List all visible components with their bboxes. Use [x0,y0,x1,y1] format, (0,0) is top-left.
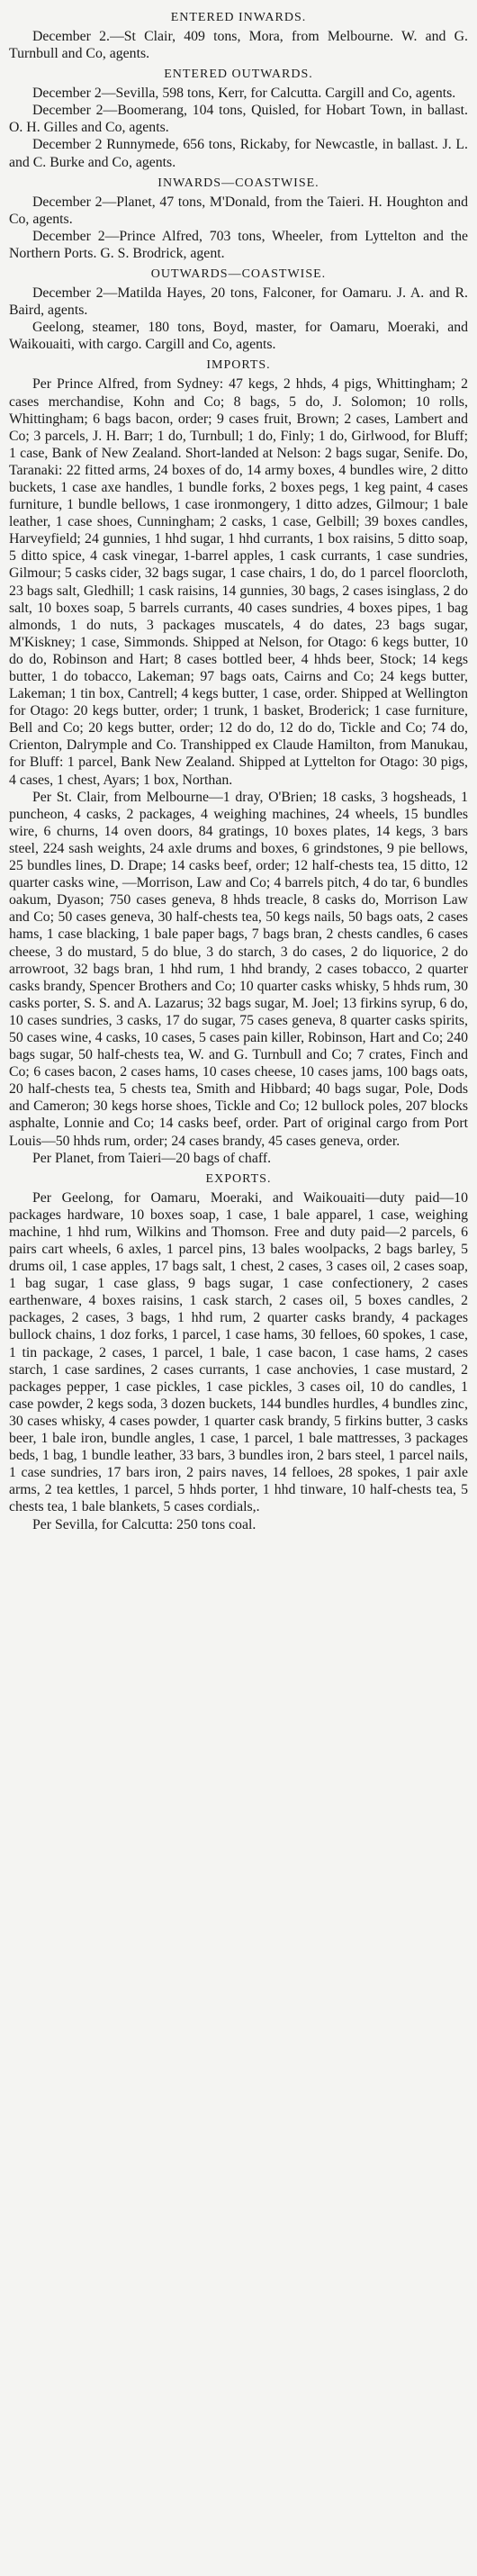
shipping-entry: December 2—Planet, 47 tons, M'Donald, from the Taieri. H. Houghton and Co, agents. [9,194,468,227]
section-heading: INWARDS—COASTWISE. [158,176,320,190]
export-entry: Per Sevilla, for Calcutta: 250 tons coal. [32,1516,256,1532]
section-imports [9,358,468,1166]
shipping-entry: December 2—Prince Alfred, 703 tons, Wheeler, from Lyttelton and the Northern Ports. G. S. Brodrick, agent. [9,228,468,261]
import-entry: Per Planet, from Taieri—20 bags of chaff. [32,1150,272,1166]
section-entered-inwards [9,11,468,62]
import-entry: Per Prince Alfred, from Sydney: 47 kegs, 2 hhds, 4 pigs, Whittingham; 2 cases merchandise, Kohn and Co; 8 bags, 5 do, J. Solomon; 10 rolls, Whittingham; 6 bags bacon, order; 9 cases fruit, Brown; 2 cases, Lambert and Co; 3 parcels, J. H. Barr; 1 do, Turnbull; 1 do, Finly; 1 do, Girlwood, for Bluff; 1 case, Bank of New Zealand. Short-landed at Nelson: 2 bags sugar, Senife. Do, Taranaki: 22 fitted arms, 24 boxes of do, 14 army boxes, 4 bundles wire, 2 ditto buckets, 1 case axe handles, 1 bundle forks, 2 boxes pegs, 1 keg paint, 4 cases furniture, 1 bundle bellows, 1 case ironmongery, 1 ditto adzes, Gilmour; 1 bale leather, 1 case shoes, Cunningham; 2 casks, 1 case, Gelbill; 39 boxes candles, Harveyfield; 24 gunnies, 1 hhd sugar, 1 hhd currants, 1 box raisins, 5 ditto soap, 5 ditto spice, 4 cask vinegar, 1-barrel apples, 1 cask currants, 1 case sundries, Gilmour; 5 casks cider, 32 bags sugar, 1 case chairs, 1 do, do 1 parcel floorcloth, 23 bags salt, Gledhill; 1 cask raisins, 14 gunnies, 30 bags, 2 cases isinglass, 2 do salt, 10 boxes soap, 5 barrels currants, 40 cases sundries, 4 boxes pipes, 1 bag almonds, 1 do nuts, 3 packages muscatels, 4 do dates, 23 bags sugar, M'Kiskney; 1 case, Simmonds. Shipped at Nelson, for Otago: 6 kegs butter, 10 do do, Robinson and Hart; 8 cases bottled beer, 4 hhds beer, Stock; 14 kegs butter, 1 do tobacco, Lakeman; 97 bags oats, Cairns and Co; 24 kegs butter, Lakeman; 1 tin box, Cantrell; 4 kegs butter, 1 case, order. Shipped at Wellington for Otago: 20 kegs butter, order; 1 trunk, 1 basket, Broderick; 1 case furniture, Bell and Co; 20 kegs butter, order; 12 do do, 12 do do, Tickle and Co; 74 do, Crienton, Dalrymple and Co. Transhipped ex Claude Hamilton, from Manukau, for Bluff: 1 parcel, Bank New Zealand. Shipped at Lyttelton for Otago: 30 pigs, 4 cases, 1 chest, Ayars; 1 box, Northan. [9,376,468,788]
shipping-entry: Geelong, steamer, 180 tons, Boyd, master, for Oamaru, Moeraki, and Waikouaiti, with cargo. Cargill and Co, agents. [9,320,468,353]
import-entry: Per St. Clair, from Melbourne—1 dray, O'Brien; 18 casks, 3 hogsheads, 1 puncheon, 4 casks, 2 packages, 4 weighing machines, 24 wheels, 15 bundles wire, 6 churns, 14 oven doors, 84 gratings, 10 boxes plates, 14 kegs, 3 bars steel, 224 sash weights, 24 axle drums and boxes, 6 grindstones, 9 pie bellows, 25 bundles lines, D. Drape; 14 casks beef, order; 12 half-chests tea, 15 ditto, 12 quarter casks wine, —Morrison, Law and Co; 4 barrels pitch, 4 do tar, 6 bundles oakum, Dyason; 750 cases geneva, 8 hhds treacle, 8 casks do, Morrison Law and Co; 50 cases geneva, 30 half-chests tea, 50 kegs nails, 50 bags oats, 2 cases hams, 1 case blacking, 1 bale paper bags, 7 bags bran, 2 chests candles, 6 cases cheese, 3 do mustard, 5 do blue, 3 do starch, 3 do cases, 2 do liquorice, 2 do arrowroot, 32 bags bran, 1 hhd rum, 1 hhd brandy, 2 cases tobacco, 2 quarter casks brandy, Spencer Brothers and Co; 10 quarter casks whisky, 5 hhds rum, 30 casks porter, S. S. and A. Lazarus; 32 bags sugar, M. Joel; 13 firkins syrup, 6 do, 10 cases sundries, 3 casks, 17 do sugar, 75 cases geneva, 8 quarter casks spirits, 50 cases wine, 4 casks, 10 cases, 5 cases pain killer, Robinson, Hart and Co; 240 bags sugar, 50 half-chests tea, W. and G. Turnbull and Co; 7 crates, Finch and Co; 6 cases bacon, 2 cases hams, 10 cases cheese, 10 cases jams, 100 bags oats, 20 half-chests tea, 5 chests tea, Smith and Hibbard; 40 bags sugar, Pole, Dods and Cameron; 30 kegs horse shoes, Tickle and Co; 12 bullock poles, 207 blocks asphalte, Lonnie and Co; 14 casks beef, order. Part of original cargo from Port Louis—50 hhds rum, order; 24 cases brandy, 45 cases geneva, order. [9,789,468,1149]
section-exports [9,1172,468,1533]
section-heading: EXPORTS. [205,1171,272,1186]
section-heading: ENTERED INWARDS. [170,11,307,24]
section-heading: ENTERED OUTWARDS. [164,68,313,82]
shipping-entry: December 2.—St Clair, 409 tons, Mora, from Melbourne. W. and G. Turnbull and Co, agents. [9,29,468,62]
section-entered-outwards [9,68,468,170]
section-heading: OUTWARDS—COASTWISE. [150,267,327,282]
section-heading: IMPORTS. [206,358,271,373]
section-inwards-coastwise [9,176,468,262]
export-entry: Per Geelong, for Oamaru, Moeraki, and Waikouaiti—duty paid—10 packages hardware, 10 boxes soap, 1 case, 1 bale apparel, 1 case, weighing machine, 1 hhd rum, Wilkins and Thomson. Free and duty paid—2 parcels, 6 pairs cart wheels, 6 axles, 1 parcel pins, 13 bales woolpacks, 2 bags barley, 5 drums oil, 1 case apples, 17 bags salt, 1 chest, 2 cases, 3 cases oil, 2 cases soap, 1 bag sugar, 1 case glass, 9 bags sugar, 1 case confectionery, 2 cases earthenware, 4 boxes raisins, 1 cask starch, 2 cases oil, 5 boxes candles, 2 packages, 2 cases, 3 bags, 1 hhd rum, 2 quarter casks brandy, 4 packages bullock chains, 1 doz forks, 1 parcel, 1 case hams, 30 felloes, 60 spokes, 1 case, 1 tin package, 2 cases, 1 parcel, 1 bale, 1 case bacon, 1 case hams, 2 cases starch, 1 case sardines, 2 cases currants, 1 case anchovies, 1 case mustard, 2 packages pepper, 1 case pickles, 1 case pickles, 3 cases oil, 10 do candles, 1 case powder, 2 kegs soda, 3 dozen buckets, 144 bundles hurdles, 4 bundles zinc, 30 cases whisky, 4 cases powder, 1 quarter cask brandy, 5 firkins butter, 3 casks beer, 1 bale iron, bundle angles, 1 case, 1 parcel, 1 bale mattresses, 3 packages beds, 1 bag, 1 bundle leather, 33 bars, 3 bundles iron, 2 bars steel, 1 parcel nails, 1 case sundries, 17 bars iron, 2 pairs naves, 14 felloes, 28 spokes, 1 pair axle arms, 2 tea kettles, 1 parcel, 5 hhds porter, 1 hhd tinware, 10 half-chests tea, 5 chests tea, 1 bale blankets, 5 cases cordials,. [9,1189,468,1515]
shipping-entry: December 2—Sevilla, 598 tons, Kerr, for Calcutta. Cargill and Co, agents. [32,86,456,102]
shipping-entry: December 2 Runnymede, 656 tons, Rickaby, for Newcastle, in ballast. J. L. and C. Burke and Co, agents. [9,137,468,170]
shipping-entry: December 2—Matilda Hayes, 20 tons, Falconer, for Oamaru. J. A. and R. Baird, agents. [9,285,468,319]
shipping-entry: December 2—Boomerang, 104 tons, Quisled, for Hobart Town, in ballast. O. H. Gilles and Co, agents. [9,103,468,136]
section-outwards-coastwise [9,267,468,353]
